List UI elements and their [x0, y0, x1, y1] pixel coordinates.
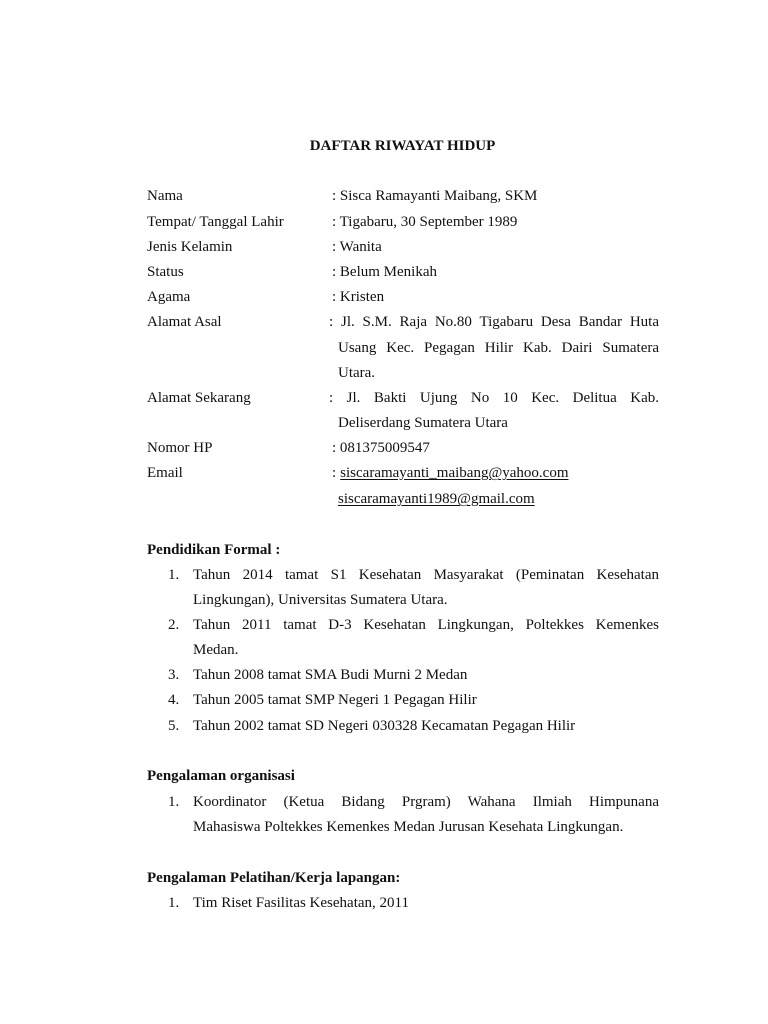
label-alamat-sekarang: Alamat Sekarang [147, 390, 251, 406]
value-jenis-kelamin: : Wanita [332, 239, 382, 255]
row-nama [147, 187, 659, 205]
pendidikan-item-5: Tahun 2002 tamat SD Negeri 030328 Kecamatan Pegagan Hilir [193, 718, 576, 734]
row-jenis-kelamin [147, 238, 659, 256]
pendidikan-item-4: Tahun 2005 tamat SMP Negeri 1 Pegagan Hilir [193, 692, 477, 708]
row-status [147, 263, 659, 281]
row-alamat-asal [147, 313, 659, 331]
document-title: DAFTAR RIWAYAT HIDUP [309, 138, 496, 154]
organisasi-item-1-line1: Koordinator (Ketua Bidang Prgram) Wahana Ilmiah Himpunana [193, 794, 659, 810]
label-agama: Agama [147, 289, 191, 305]
label-alamat-asal: Alamat Asal [147, 314, 222, 330]
value-alamat-sekarang-line1: : Jl. Bakti Ujung No 10 Kec. Delitua Kab. [329, 390, 659, 406]
pelatihan-num-1: 1. [168, 895, 180, 911]
label-status: Status [147, 264, 184, 280]
value-email-line2 [338, 490, 535, 508]
value-status: : Belum Menikah [332, 264, 437, 280]
pendidikan-num-5: 5. [168, 718, 180, 734]
pendidikan-item-1-line2: Lingkungan), Universitas Sumatera Utara. [193, 592, 448, 608]
value-ttl: : Tigabaru, 30 September 1989 [332, 214, 518, 230]
row-alamat-sekarang [147, 389, 659, 407]
value-nama: : Sisca Ramayanti Maibang, SKM [332, 188, 538, 204]
value-email-line1 [332, 464, 569, 482]
heading-pelatihan: Pengalaman Pelatihan/Kerja lapangan: [147, 870, 401, 886]
pendidikan-item-2-line2: Medan. [193, 642, 239, 658]
value-nomor-hp: : 081375009547 [332, 440, 430, 456]
row-email [147, 464, 659, 482]
value-agama: : Kristen [332, 289, 385, 305]
pendidikan-num-2: 2. [168, 617, 180, 633]
heading-pendidikan: Pendidikan Formal : [147, 542, 281, 558]
pendidikan-num-3: 3. [168, 667, 180, 683]
email-link-yahoo[interactable]: siscaramayanti_maibang@yahoo.com [340, 465, 569, 481]
label-nama: Nama [147, 188, 183, 204]
organisasi-item-1-line2: Mahasiswa Poltekkes Kemenkes Medan Jurusan Kesehata Lingkungan. [193, 819, 624, 835]
row-agama [147, 288, 659, 306]
email-colon: : [332, 465, 337, 481]
label-email: Email [147, 465, 183, 481]
pendidikan-num-4: 4. [168, 692, 180, 708]
label-nomor-hp: Nomor HP [147, 440, 213, 456]
label-jenis-kelamin: Jenis Kelamin [147, 239, 233, 255]
pelatihan-item-1: Tim Riset Fasilitas Kesehatan, 2011 [193, 895, 409, 911]
heading-organisasi: Pengalaman organisasi [147, 768, 295, 784]
organisasi-num-1: 1. [168, 794, 180, 810]
pendidikan-item-3: Tahun 2008 tamat SMA Budi Murni 2 Medan [193, 667, 468, 683]
value-alamat-asal-line2: Usang Kec. Pegagan Hilir Kab. Dairi Sumatera [338, 340, 659, 356]
value-alamat-sekarang-line2: Deliserdang Sumatera Utara [338, 415, 508, 431]
label-ttl: Tempat/ Tanggal Lahir [147, 214, 284, 230]
value-alamat-asal-line3: Utara. [338, 365, 376, 381]
row-ttl [147, 213, 659, 231]
value-alamat-asal-line1: : Jl. S.M. Raja No.80 Tigabaru Desa Bandar Huta [329, 314, 659, 330]
pendidikan-item-1-line1: Tahun 2014 tamat S1 Kesehatan Masyarakat (Peminatan Kesehatan [193, 567, 659, 583]
row-nomor-hp [147, 439, 659, 457]
email-link-gmail[interactable]: siscaramayanti1989@gmail.com [338, 491, 535, 507]
pendidikan-item-2-line1: Tahun 2011 tamat D-3 Kesehatan Lingkungan, Poltekkes Kemenkes [193, 617, 659, 633]
pendidikan-num-1: 1. [168, 567, 180, 583]
